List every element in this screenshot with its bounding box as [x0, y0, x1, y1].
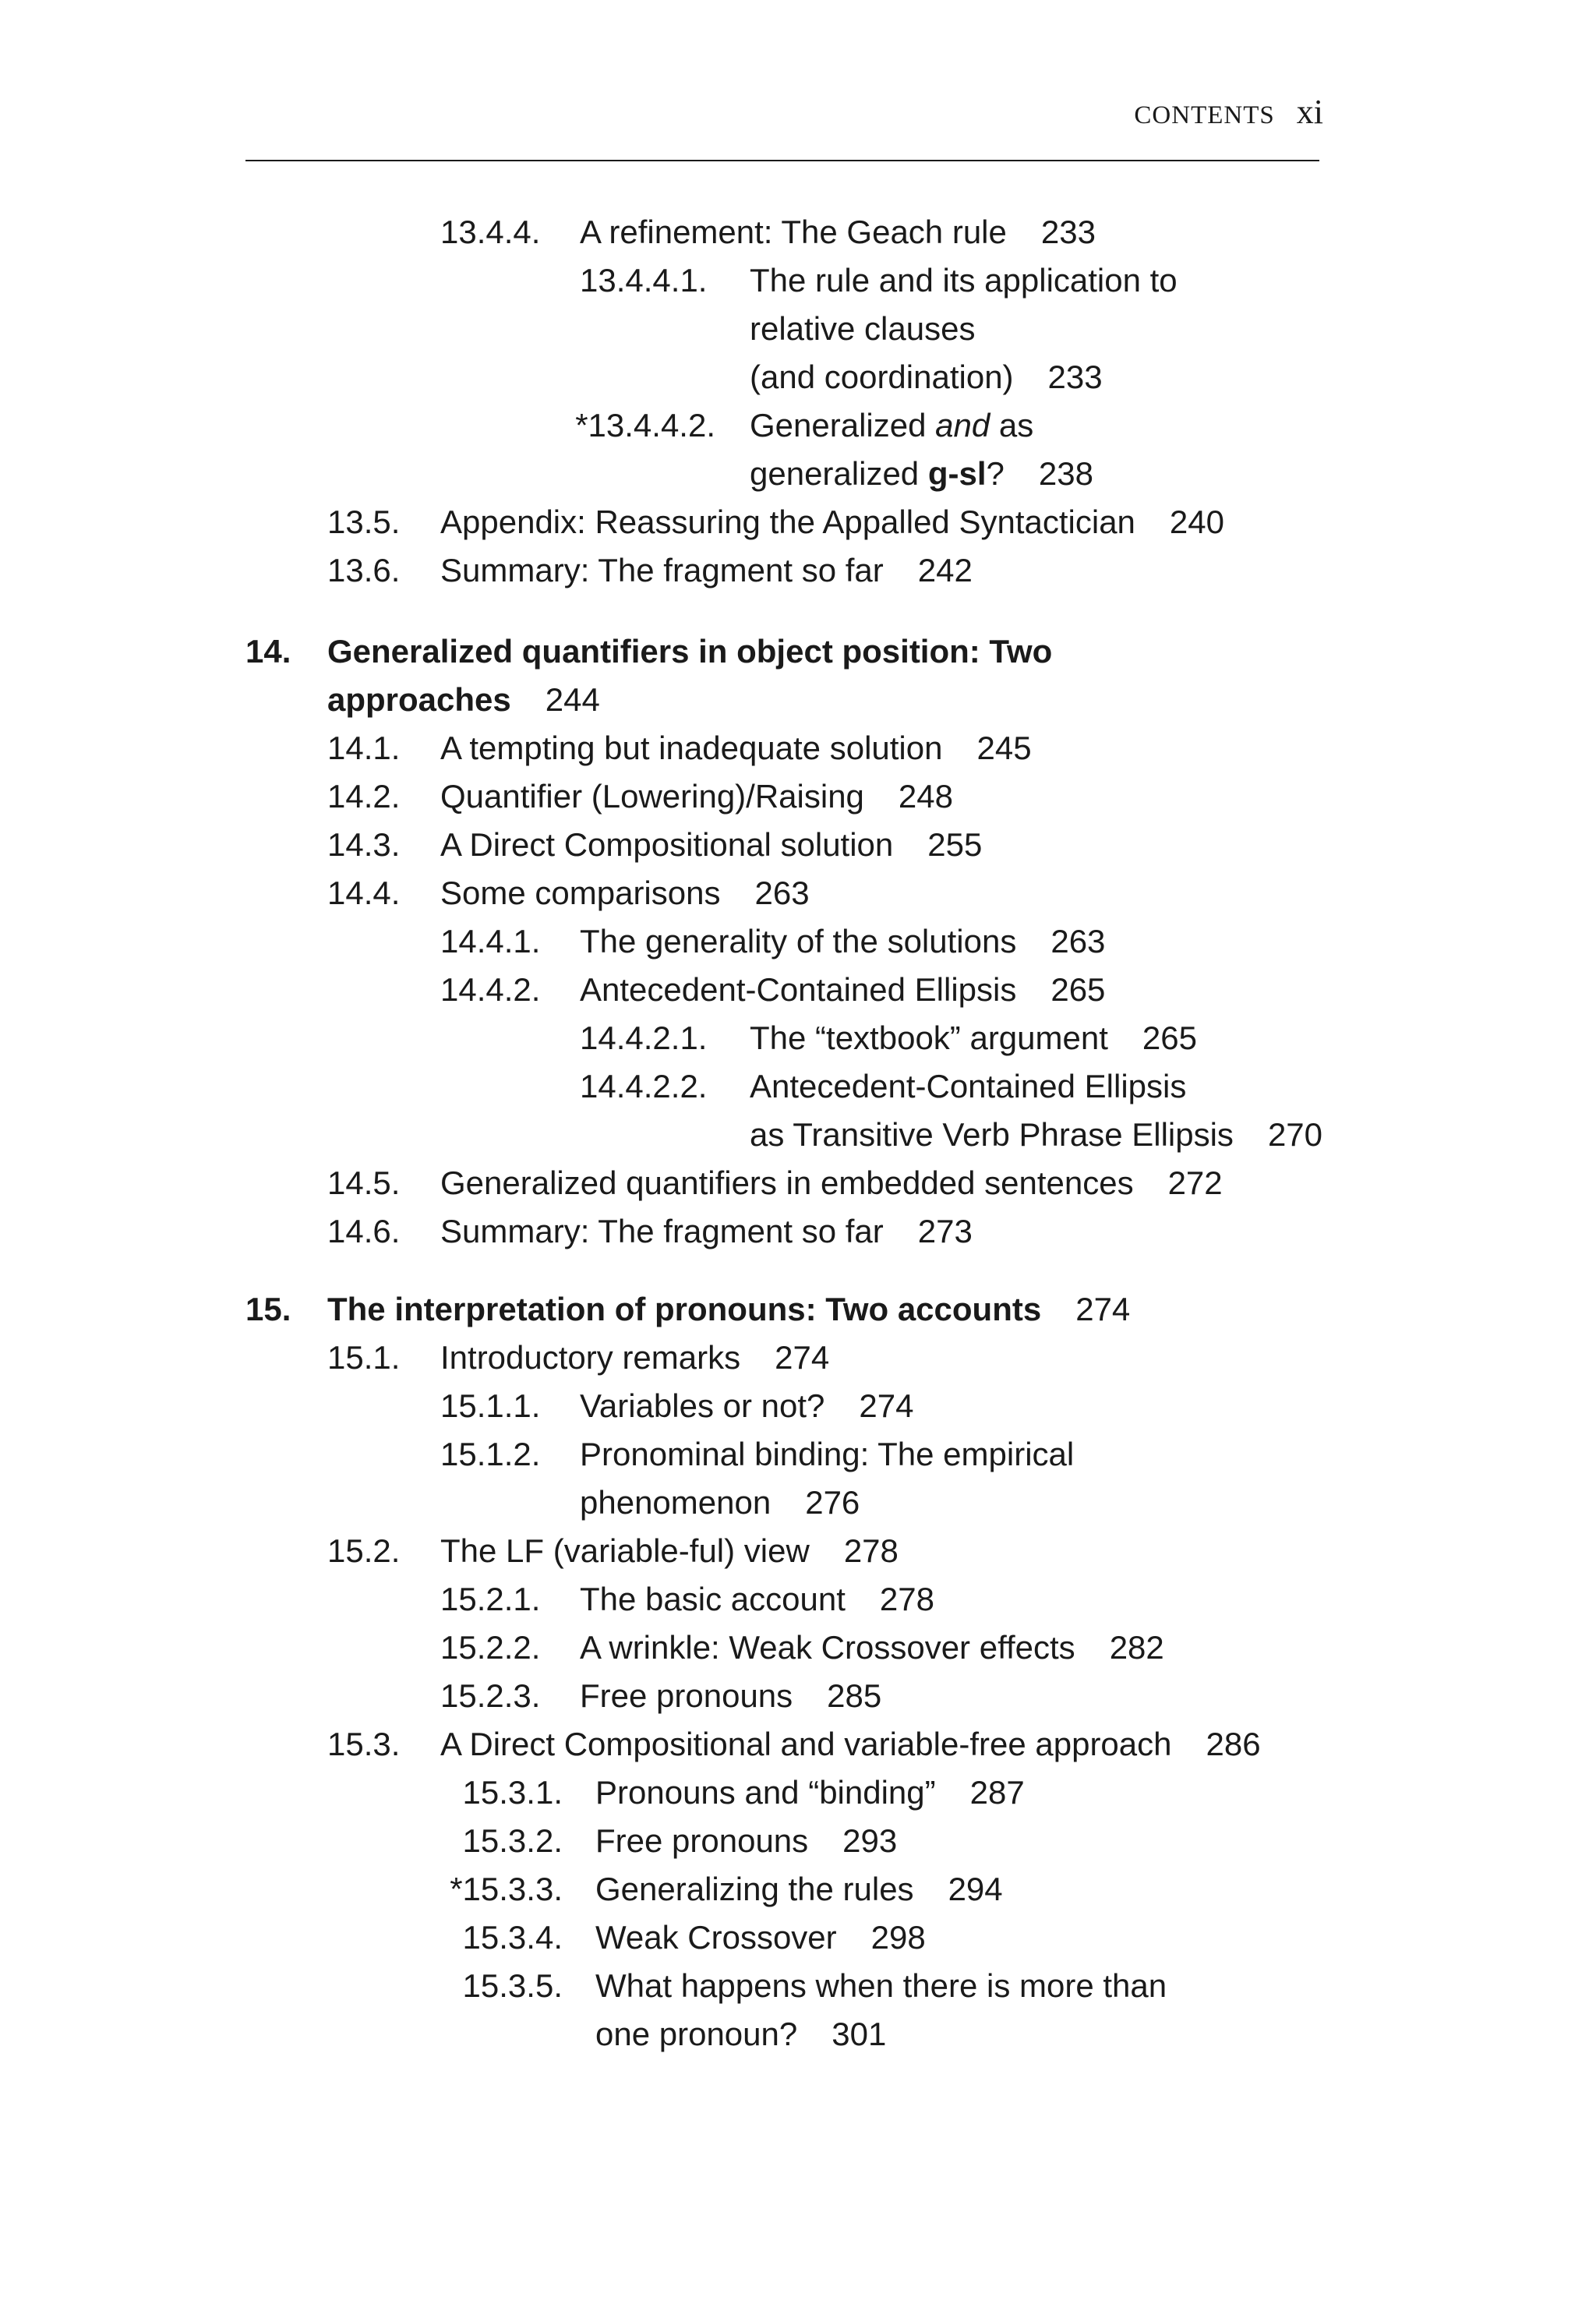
entry-title: Quantifier (Lowering)/Raising 248	[440, 778, 953, 815]
entry-title: Antecedent-Contained Ellipsis 265	[580, 971, 1106, 1008]
entry-page: 265	[1142, 1020, 1197, 1056]
entry-title: Free pronouns 293	[595, 1822, 898, 1859]
entry-page: 272	[1167, 1164, 1223, 1201]
entry-page: 286	[1206, 1726, 1261, 1762]
entry-title: Variables or not? 274	[580, 1387, 914, 1424]
entry-number: 15.3.2.	[462, 1822, 563, 1859]
entry-title: Summary: The fragment so far 273	[440, 1213, 973, 1249]
entry-title: The basic account 278	[580, 1581, 934, 1617]
entry-number: 14.4.2.1.	[580, 1020, 708, 1056]
entry-number: 14.1.	[327, 730, 401, 766]
entry-title: Free pronouns 285	[580, 1677, 882, 1714]
entry-page: 255	[927, 826, 983, 863]
entry-page: 242	[917, 552, 973, 588]
entry-title: Generalizing the rules 294	[595, 1871, 1003, 1907]
entry-page: 265	[1050, 971, 1106, 1008]
entry-number: 13.5.	[327, 504, 401, 540]
entry-page: 248	[898, 778, 953, 815]
entry-number: 13.6.	[327, 552, 401, 588]
entry-title: Some comparisons 263	[440, 875, 810, 911]
entry-title: Weak Crossover 298	[595, 1919, 926, 1956]
entry-number: 15.1.2.	[440, 1436, 541, 1472]
entry-title: The “textbook” argument 265	[750, 1020, 1197, 1056]
entry-title: Generalized quantifiers in embedded sentences 272	[440, 1164, 1223, 1201]
entry-page: 233	[1047, 359, 1103, 395]
entry-number: 13.4.4.	[440, 214, 541, 250]
entry-number: 14.5.	[327, 1164, 401, 1201]
entry-page: 274	[775, 1339, 830, 1376]
chapter-title-line-1: Generalized quantifiers in object position: Two	[327, 633, 1053, 670]
running-head-label: CONTENTS	[1134, 101, 1275, 129]
entry-page: 287	[969, 1774, 1025, 1811]
entry-title: A wrinkle: Weak Crossover effects 282	[580, 1629, 1164, 1666]
entry-title-line-3: (and coordination) 233	[750, 359, 1103, 395]
entry-number: 15.3.1.	[462, 1774, 563, 1811]
entry-title: The LF (variable-ful) view 278	[440, 1532, 899, 1569]
entry-number: 14.4.1.	[440, 923, 541, 959]
chapter-title: The interpretation of pronouns: Two accounts 274	[327, 1291, 1131, 1327]
entry-page: 298	[870, 1919, 926, 1956]
entry-title-line-1: Pronominal binding: The empirical	[580, 1436, 1075, 1472]
entry-title-line-2: generalized g-sl? 238	[750, 455, 1093, 492]
entry-number: 14.2.	[327, 778, 401, 815]
entry-page: 233	[1040, 214, 1096, 250]
entry-page: 285	[827, 1677, 882, 1714]
entry-page: 274	[1075, 1291, 1131, 1327]
entry-page: 293	[842, 1822, 898, 1859]
entry-page: 263	[754, 875, 810, 911]
entry-page: 282	[1109, 1629, 1164, 1666]
entry-number: *15.3.3.	[450, 1871, 563, 1907]
entry-number: 14.4.	[327, 875, 401, 911]
entry-number: 15.3.5.	[462, 1967, 563, 2004]
entry-title-line-2: as Transitive Verb Phrase Ellipsis 270	[750, 1116, 1323, 1153]
entry-number: 13.4.4.1.	[580, 262, 708, 299]
entry-page: 301	[832, 2016, 887, 2052]
entry-number: *13.4.4.2.	[575, 407, 715, 443]
entry-title-line-1: Antecedent-Contained Ellipsis	[750, 1068, 1187, 1104]
entry-title-line-1: The rule and its application to	[750, 262, 1178, 299]
entry-title-line-1: What happens when there is more than	[595, 1967, 1167, 2004]
entry-number: 14.4.2.	[440, 971, 541, 1008]
entry-title-line-2: relative clauses	[750, 310, 976, 347]
chapter-number: 14.	[245, 633, 291, 670]
entry-page: 244	[545, 681, 600, 718]
chapter-title-line-2: approaches 244	[327, 681, 600, 718]
entry-title: Summary: The fragment so far 242	[440, 552, 973, 588]
entry-title: The generality of the solutions 263	[580, 923, 1106, 959]
entry-title: A Direct Compositional and variable-free approach 286	[440, 1726, 1261, 1762]
entry-page: 238	[1038, 455, 1093, 492]
entry-page: 294	[948, 1871, 1003, 1907]
entry-page: 270	[1267, 1116, 1323, 1153]
entry-title-line-2: one pronoun? 301	[595, 2016, 887, 2052]
entry-title-line-2: phenomenon 276	[580, 1484, 860, 1521]
entry-number: 15.2.3.	[440, 1677, 541, 1714]
entry-number: 15.1.	[327, 1339, 401, 1376]
entry-number: 15.2.1.	[440, 1581, 541, 1617]
entry-title: Pronouns and “binding” 287	[595, 1774, 1025, 1811]
entry-page: 274	[859, 1387, 914, 1424]
entry-number: 15.2.2.	[440, 1629, 541, 1666]
entry-title: A tempting but inadequate solution 245	[440, 730, 1032, 766]
entry-page: 278	[879, 1581, 934, 1617]
entry-title: A refinement: The Geach rule 233	[580, 214, 1096, 250]
entry-page: 240	[1169, 504, 1224, 540]
entry-title-line-1: Generalized and as	[750, 407, 1034, 443]
chapter-number: 15.	[245, 1291, 291, 1327]
entry-page: 276	[805, 1484, 860, 1521]
entry-number: 15.2.	[327, 1532, 401, 1569]
entry-number: 15.3.	[327, 1726, 401, 1762]
entry-page: 245	[976, 730, 1032, 766]
entry-page: 263	[1050, 923, 1106, 959]
entry-page: 278	[843, 1532, 899, 1569]
entry-page: 273	[917, 1213, 973, 1249]
entry-number: 14.6.	[327, 1213, 401, 1249]
entry-number: 14.3.	[327, 826, 401, 863]
entry-number: 15.3.4.	[462, 1919, 563, 1956]
entry-title: Appendix: Reassuring the Appalled Syntactician 240	[440, 504, 1224, 540]
page-number: xi	[1296, 93, 1323, 131]
entry-title: Introductory remarks 274	[440, 1339, 830, 1376]
entry-title: A Direct Compositional solution 255	[440, 826, 983, 863]
entry-number: 14.4.2.2.	[580, 1068, 708, 1104]
entry-number: 15.1.1.	[440, 1387, 541, 1424]
